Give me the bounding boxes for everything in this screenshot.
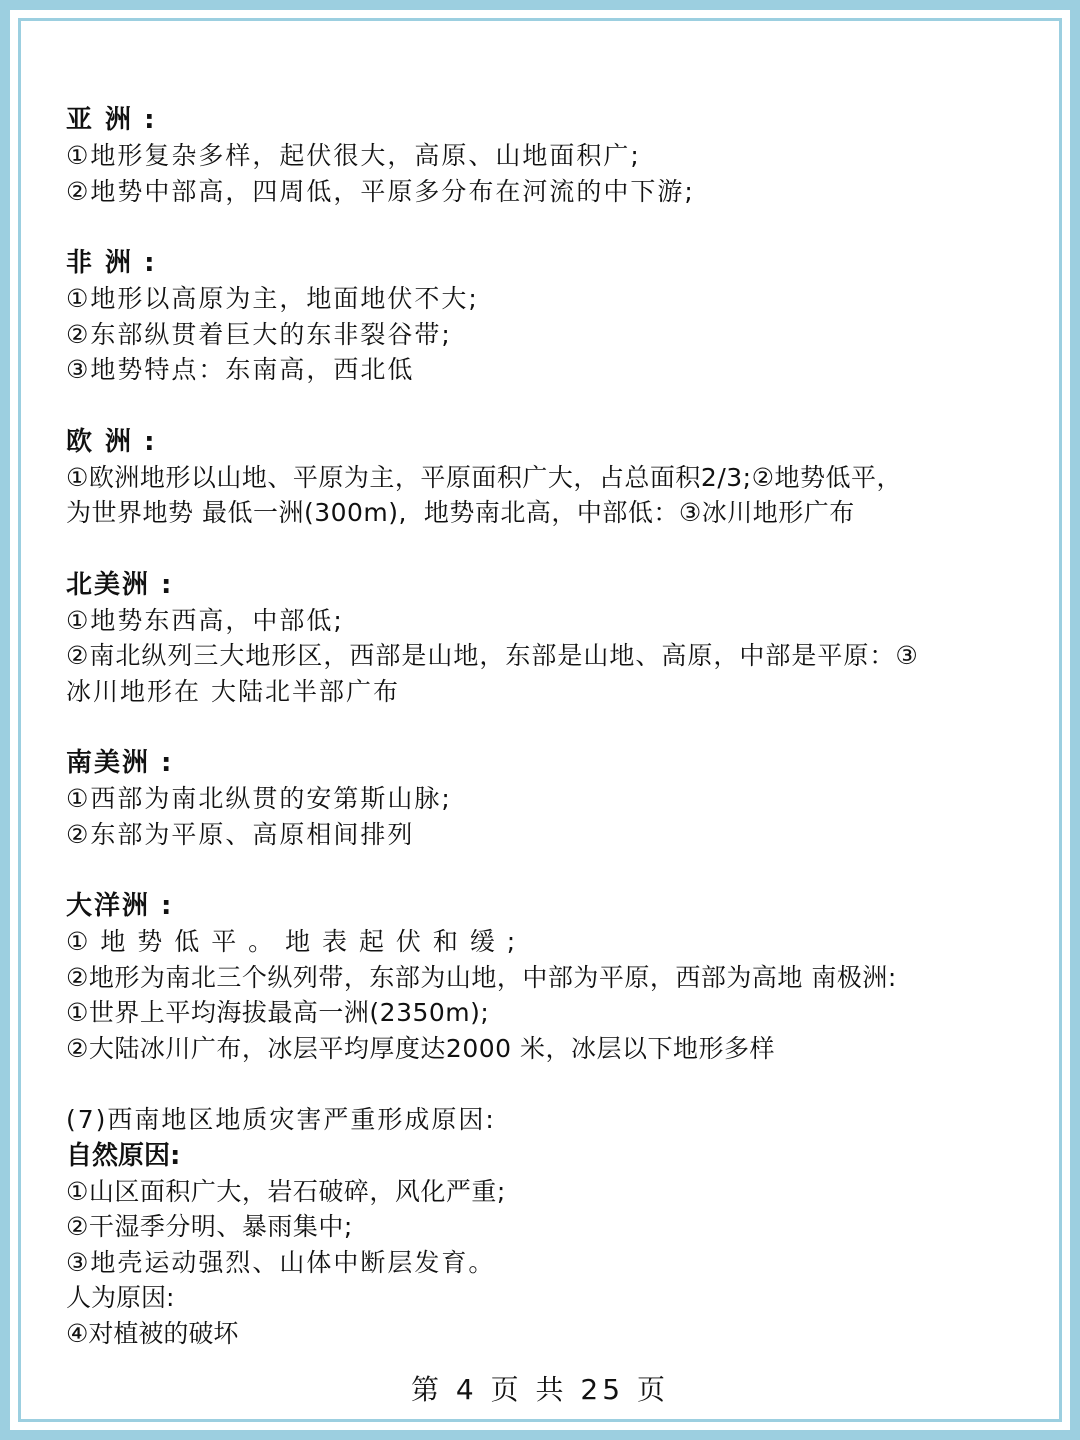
text-line: ②南北纵列三大地形区，西部是山地，东部是山地、高原，中部是平原：③ <box>66 641 919 670</box>
text-line: ①地形复杂多样，起伏很大，高原、山地面积广; <box>66 141 641 170</box>
text-line: ②地形为南北三个纵列带，东部为山地，中部为平原，西部为高地 南极洲: <box>66 962 897 992</box>
section-heading: 南美洲 : <box>66 748 174 778</box>
text-line: ①西部为南北纵贯的安第斯山脉; <box>66 784 452 813</box>
text-line: ① 地 势 低 平 。 地 表 起 伏 和 缓 ; <box>66 927 518 956</box>
document-body <box>66 102 1026 1351</box>
text-line: ④对植被的破坏 <box>66 1318 239 1348</box>
text-line: ②大陆冰川广布，冰层平均厚度达2000 米，冰层以下地形多样 <box>66 1033 775 1063</box>
section-heading: 非 洲 : <box>66 248 157 278</box>
text-line: ②干湿季分明、暴雨集中; <box>66 1212 353 1241</box>
text-line: 冰川地形在 大陆北半部广布 <box>66 676 400 706</box>
section-heading: 北美洲 : <box>66 569 174 600</box>
text-line: ①世界上平均海拔最高一洲(2350m); <box>66 998 490 1027</box>
text-line: ③地壳运动强烈、山体中断层发育。 <box>66 1247 496 1277</box>
text-line: 为世界地势 最低一洲(300m), 地势南北高，中部低：③冰川地形广布 <box>66 498 855 527</box>
text-line: ②东部为平原、高原相间排列 <box>66 819 415 849</box>
human-causes-heading: 人为原因: <box>66 1283 175 1312</box>
section-south-america <box>66 745 1026 852</box>
text-line: ①地形以高原为主，地面地伏不大; <box>66 284 479 313</box>
text-line: ②地势中部高，四周低，平原多分布在河流的中下游; <box>66 176 695 206</box>
section-africa <box>66 245 1026 388</box>
text-line: ①地势东西高，中部低; <box>66 605 344 635</box>
section-heading: 欧 洲 : <box>66 426 157 457</box>
text-line: ①欧洲地形以山地、平原为主，平原面积广大，占总面积2/3;②地势低平， <box>66 462 902 492</box>
section-southwest-disasters <box>66 1102 1026 1351</box>
section-heading: 亚 洲 : <box>66 105 157 135</box>
section-north-america <box>66 567 1026 710</box>
section-asia <box>66 102 1026 209</box>
page-number: 第 4 页 共 25 页 <box>411 1373 669 1406</box>
text-line: ②东部纵贯着巨大的东非裂谷带; <box>66 319 452 349</box>
section-heading: 大洋洲 : <box>66 891 174 921</box>
text-line: ③地势特点：东南高，西北低 <box>66 355 415 384</box>
natural-causes-heading: 自然原因: <box>66 1140 181 1171</box>
section-europe <box>66 424 1026 531</box>
text-line: (7)西南地区地质灾害严重形成原因: <box>66 1105 496 1134</box>
section-oceania <box>66 888 1026 1066</box>
text-line: ①山区面积广大，岩石破碎，风化严重; <box>66 1176 506 1206</box>
